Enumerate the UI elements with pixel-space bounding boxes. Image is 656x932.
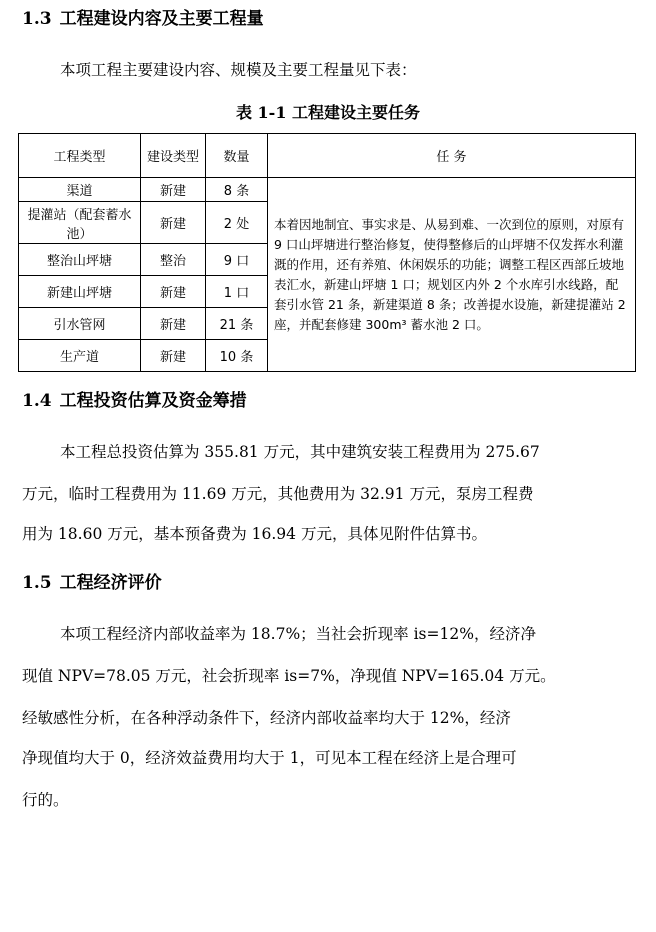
cell-qty: 8 条: [206, 178, 268, 202]
paragraph-line: 用为 18.60 万元，基本预备费为 16.94 万元，具体见附件估算书。: [22, 525, 487, 543]
cell-build: 新建: [141, 202, 206, 244]
paragraph-line: 行的。: [22, 791, 69, 809]
cell-qty: 10 条: [206, 340, 268, 372]
cell-type: 新建山坪塘: [19, 276, 141, 308]
header-type: 工程类型: [19, 134, 141, 178]
paragraph-line: 本项工程经济内部收益率为 18.7%；当社会折现率 is=12%，经济净: [60, 625, 536, 643]
header-qty: 数量: [206, 134, 268, 178]
section-title: 工程投资估算及资金筹措: [59, 391, 247, 411]
cell-type: 引水管网: [19, 308, 141, 340]
cell-type: 渠道: [19, 178, 141, 202]
cell-type: 提灌站（配套蓄水池）: [19, 202, 141, 244]
paragraph-line: 现值 NPV=78.05 万元，社会折现率 is=7%，净现值 NPV=165.04 万元。: [22, 667, 556, 685]
cell-qty: 9 口: [206, 244, 268, 276]
cell-qty: 2 处: [206, 202, 268, 244]
intro-paragraph: 本项工程主要建设内容、规模及主要工程量见下表：: [60, 61, 417, 79]
tasks-table: [18, 133, 636, 372]
cell-type: 生产道: [19, 340, 141, 372]
section-title: 工程经济评价: [59, 573, 162, 593]
cell-qty: 21 条: [206, 308, 268, 340]
header-build: 建设类型: [141, 134, 206, 178]
cell-task: 本着因地制宜、事实求是、从易到难、一次到位的原则，对原有 9 口山坪塘进行整治修复，使得整修后的山坪塘不仅发挥水利灌溉的作用，还有养殖、休闲娱乐的功能；调整工程区西部丘坡地表汇水，新建山坪塘 1 口；规划区内外 2 个水库引水线路，配套引水管 21 条，新建渠道 8 条；改善提水设施，新建提灌站 2 座，并配套修建 300m³ 蓄水池 2 口。: [268, 178, 636, 372]
paragraph-line: 净现值均大于 0，经济效益费用均大于 1，可见本工程在经济上是合理可: [22, 749, 517, 767]
paragraph-line: 经敏感性分析，在各种浮动条件下，经济内部收益率均大于 12%，经济: [22, 709, 511, 727]
cell-build: 新建: [141, 178, 206, 202]
section-heading-1-3: [22, 8, 264, 30]
cell-build: 新建: [141, 308, 206, 340]
cell-build: 新建: [141, 340, 206, 372]
table-caption: 表 1-1 工程建设主要任务: [235, 103, 421, 122]
cell-build: 新建: [141, 276, 206, 308]
cell-build: 整治: [141, 244, 206, 276]
section-heading-1-4: [22, 390, 247, 412]
section-number: 1.3: [22, 9, 52, 29]
cell-type: 整治山坪塘: [19, 244, 141, 276]
table-row: [19, 178, 636, 202]
header-task: 任 务: [268, 134, 636, 178]
section-heading-1-5: [22, 572, 162, 594]
table-header-row: [19, 134, 636, 178]
section-title: 工程建设内容及主要工程量: [59, 9, 264, 29]
paragraph-line: 万元，临时工程费用为 11.69 万元，其他费用为 32.91 万元，泵房工程费: [22, 485, 534, 503]
section-number: 1.4: [22, 391, 52, 411]
paragraph-line: 本工程总投资估算为 355.81 万元，其中建筑安装工程费用为 275.67: [60, 443, 540, 461]
cell-qty: 1 口: [206, 276, 268, 308]
section-number: 1.5: [22, 573, 52, 593]
